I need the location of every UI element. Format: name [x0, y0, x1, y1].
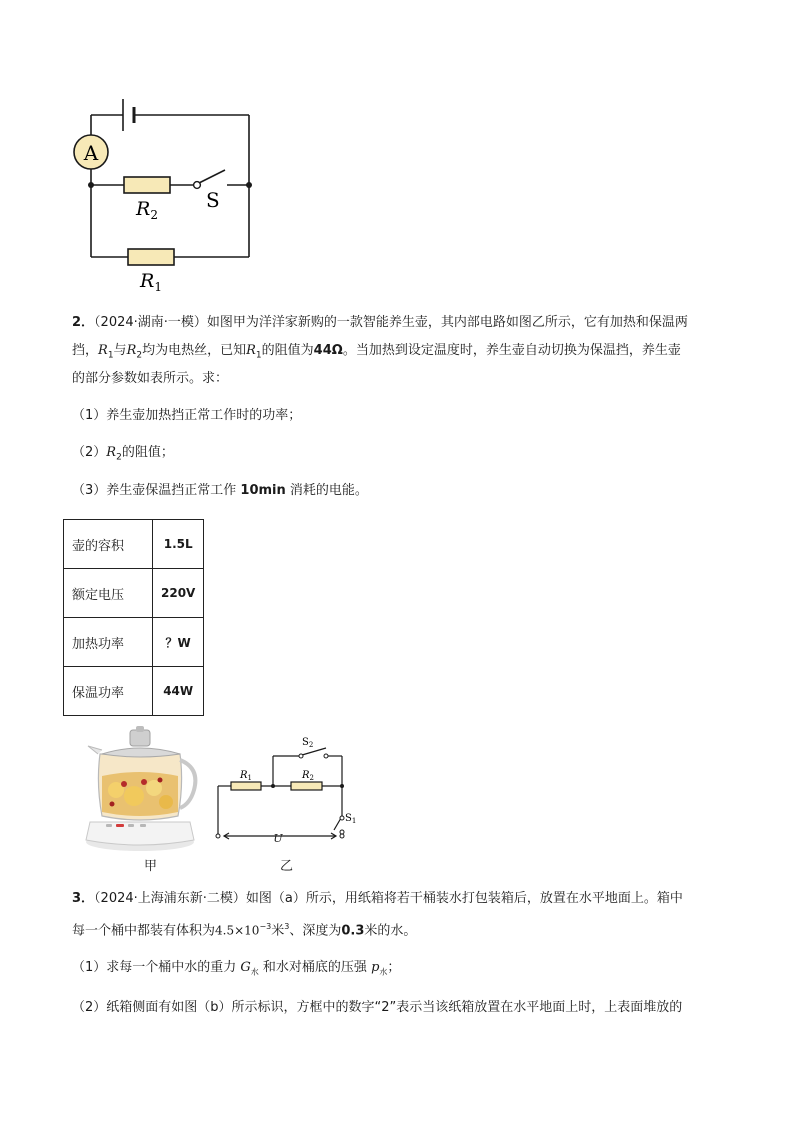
q2-sub3-b: 消耗的电能。: [285, 483, 368, 498]
figure-label-jia: 甲: [144, 859, 158, 874]
q2-and: 与: [113, 343, 127, 358]
q3-text2b: 、深度为: [289, 923, 342, 939]
table-cell-label: 保温功率: [64, 667, 153, 716]
q3-unit-exp: 3: [284, 922, 290, 931]
table-cell-label: 加热功率: [64, 618, 153, 667]
r1-symbol: R: [98, 343, 108, 358]
q2-text2d: 。当加热到设定温度时，养生壶自动切换为保温挡，养生壶: [342, 343, 681, 358]
table-row: [64, 569, 204, 618]
s1-label: S: [345, 813, 352, 824]
q2-line3: [72, 365, 228, 393]
q2-text2a: 挡，: [72, 343, 99, 358]
resistor-r2: [291, 782, 322, 790]
r2-symbol: R: [126, 343, 137, 358]
q3-volume-exp: −3: [259, 922, 272, 931]
q2-source: （2024·湖南·一模）: [94, 315, 207, 330]
r2-symbol-2: R: [106, 445, 117, 460]
q2-sub3-a: （3）养生壶保温挡正常工作: [72, 483, 241, 498]
r1-label-yi: R: [240, 770, 248, 781]
r2-sub-yi: 2: [309, 774, 314, 782]
q2-sub2-b: 的阻值；: [121, 445, 174, 460]
r1-sub-yi: 1: [247, 774, 252, 782]
q2-sub1: [72, 402, 301, 430]
resistor-r1: [231, 782, 261, 790]
table-cell-label: 额定电压: [64, 569, 153, 618]
r2-sub: 2: [136, 350, 143, 361]
kettle-illustration: [82, 724, 200, 854]
q3-sub2-text: （2）纸箱侧面有如图（b）所示标识，方框中的数字“2”表示当该纸箱放置在水平地面上时，上表面堆放的: [72, 1000, 683, 1015]
q3-sub1-b: 和水对桶底的压强: [258, 960, 372, 975]
q2-line1: [72, 309, 688, 337]
switch-label: S: [206, 188, 220, 212]
q3-number: 3．: [72, 891, 95, 906]
q3-line2: [72, 913, 416, 945]
figure-label-yi: 乙: [280, 859, 294, 874]
q2-sub3: [72, 477, 368, 505]
svg-text:R1: [239, 770, 252, 782]
r1-sub: 1: [107, 350, 114, 361]
p-sub: 水: [379, 967, 388, 977]
r1-sub-2: 1: [255, 350, 262, 361]
table-cell-value: 44W: [153, 667, 204, 716]
r2-label: R: [136, 198, 151, 220]
g-sub: 水: [250, 967, 259, 977]
table-cell-label: 壶的容积: [64, 520, 153, 569]
q3-sub2: [72, 994, 682, 1022]
svg-text:S2: [302, 737, 313, 749]
q2-sub3-time: 10min: [240, 483, 286, 498]
resistor-r1: [128, 249, 174, 265]
q3-sub1-a: （1）求每一个桶中水的重力: [72, 960, 241, 975]
g-symbol: G: [240, 960, 251, 975]
s2-sub: 2: [308, 741, 314, 749]
r1-symbol-2: R: [246, 343, 256, 358]
q3-text1: 如图（a）所示，用纸箱将若干桶装水打包装箱后，放置在水平地面上。箱中: [245, 891, 683, 906]
q3-depth: 0.3: [341, 923, 365, 939]
q2-text2b: 均为电热丝，已知: [142, 343, 247, 358]
circuit-diagram-yi: [210, 728, 360, 850]
table-row: [64, 667, 204, 716]
q2-sub2-a: （2）: [72, 445, 107, 460]
table-cell-value: ？W: [153, 618, 204, 667]
q2-text1: 如图甲为洋洋家新购的一款智能养生壶，其内部电路如图乙所示，它有加热和保温两: [206, 315, 688, 330]
circuit-diagram-ammeter: [60, 90, 270, 300]
q3-text2c: 米的水。: [364, 923, 417, 939]
q3-line1: [72, 885, 683, 913]
table-cell-value: 220V: [153, 569, 204, 618]
parameter-table: [63, 519, 204, 716]
q2-sub1-text: （1）养生壶加热挡正常工作时的功率；: [72, 408, 302, 423]
p-symbol: p: [371, 960, 380, 975]
q3-sub1-c: ；: [387, 960, 401, 975]
r1-label: R: [140, 270, 155, 292]
q2-number: 2．: [72, 315, 95, 330]
r2-sub-2: 2: [116, 452, 122, 463]
table-cell-value: 1.5L: [153, 520, 204, 569]
voltage-u-label: U: [273, 832, 283, 845]
q3-sub1: [72, 954, 400, 987]
q3-source: （2024·上海浦东新·二模）: [94, 891, 246, 906]
r1-value: 44Ω: [313, 343, 343, 358]
svg-text:R1: [139, 270, 162, 294]
r2-subscript: 2: [150, 208, 158, 222]
resistor-r2: [124, 177, 170, 193]
q3-unit: 米: [271, 923, 285, 939]
svg-text:R2: [135, 198, 158, 222]
r1-subscript: 1: [154, 280, 162, 294]
q2-text3: 的部分参数如表所示。求：: [72, 371, 229, 386]
s1-sub: 1: [351, 817, 357, 825]
q3-text2a: 每一个桶中都装有体积为: [72, 923, 216, 939]
r2-label-yi: R: [302, 770, 310, 781]
s2-label: S: [302, 737, 309, 748]
q3-volume: 4.5×10: [215, 923, 260, 938]
q2-sub2: [72, 439, 174, 472]
ammeter-label: A: [83, 141, 99, 165]
table-row: [64, 520, 204, 569]
q2-text2c: 的阻值为: [261, 343, 314, 358]
svg-text:R2: [301, 770, 314, 782]
svg-text:S1: [345, 813, 356, 825]
table-row: [64, 618, 204, 667]
